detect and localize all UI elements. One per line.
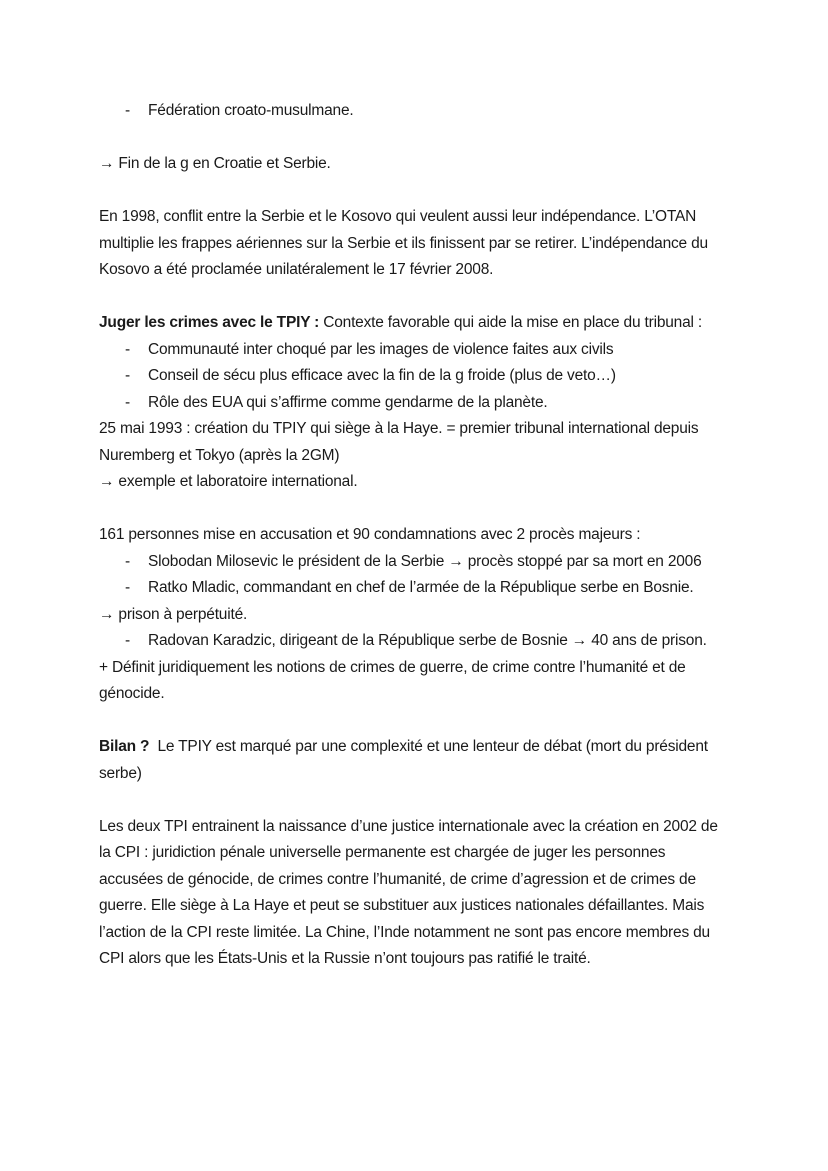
bullet-item <box>99 390 748 417</box>
bullet-dash: - <box>125 552 130 570</box>
bullet-text: Ratko Mladic, commandant en chef de l’armée de la République serbe en Bosnie. <box>148 579 694 596</box>
bullet-text: Rôle des EUA qui s’affirme comme gendarme de la planète. <box>148 393 548 411</box>
paragraph-gap <box>99 284 748 311</box>
heading-text: Contexte favorable qui aide la mise en place du tribunal : <box>319 314 702 331</box>
paragraph-gap <box>99 708 748 735</box>
bullet-item <box>99 575 748 602</box>
text-line: 161 personnes mise en accusation et 90 condamnations avec 2 procès majeurs : <box>99 526 641 543</box>
bullet-item <box>99 337 748 364</box>
section-heading-line <box>99 310 748 337</box>
text-line: Nuremberg et Tokyo (après la 2GM) <box>99 446 340 464</box>
text-line: l’action de la CPI reste limitée. La Chine, l’Inde notamment ne sont pas encore membres du <box>99 923 710 941</box>
paragraph-gap <box>99 125 748 152</box>
bullet-text: Communauté inter choqué par les images de violence faites aux civils <box>148 340 614 358</box>
bullet-text: Slobodan Milosevic le président de la Serbie → procès stoppé par sa mort en 2006 <box>148 552 702 570</box>
paragraph-gap <box>99 787 748 814</box>
section-heading: Juger les crimes avec le TPIY : <box>99 314 320 331</box>
bullet-dash: - <box>125 393 130 411</box>
bullet-item <box>99 628 748 655</box>
text-line: guerre. Elle siège à La Haye et peut se substituer aux justices nationales défaillantes. Mais <box>99 897 705 914</box>
text-line: CPI alors que les États-Unis et la Russie n’ont toujours pas ratifié le traité. <box>99 950 591 967</box>
bullet-dash: - <box>125 102 130 119</box>
bullet-text: Fédération croato-musulmane. <box>148 102 354 119</box>
bullet-item <box>99 98 748 125</box>
section-heading-line <box>99 734 748 761</box>
section-heading: Bilan ? <box>99 738 150 755</box>
text-line: 25 mai 1993 : création du TPIY qui siège à la Haye. = premier tribunal international depuis <box>99 420 699 437</box>
paragraph-gap <box>99 496 748 523</box>
text-line: → prison à perpétuité. <box>99 605 248 623</box>
text-line: + Définit juridiquement les notions de crimes de guerre, de crime contre l’humanité et de <box>99 658 686 676</box>
heading-text: Le TPIY est marqué par une complexité et une lenteur de débat (mort du président <box>149 738 708 755</box>
text-line: → Fin de la g en Croatie et Serbie. <box>99 155 331 172</box>
bullet-dash: - <box>125 340 130 358</box>
bullet-item <box>99 549 748 576</box>
text-line: En 1998, conflit entre la Serbie et le Kosovo qui veulent aussi leur indépendance. L’OTAN <box>99 208 697 225</box>
text-line: la CPI : juridiction pénale universelle permanente est chargée de juger les personnes <box>99 844 666 861</box>
text-line: accusées de génocide, de crimes contre l’humanité, de crime d’agression et de crimes de <box>99 870 696 888</box>
bullet-dash: - <box>125 632 130 649</box>
bullet-item <box>99 363 748 390</box>
text-line: génocide. <box>99 685 165 702</box>
bullet-text: Radovan Karadzic, dirigeant de la République serbe de Bosnie → 40 ans de prison. <box>148 632 707 649</box>
text-line: → exemple et laboratoire international. <box>99 473 358 490</box>
bullet-dash: - <box>125 579 130 596</box>
bullet-text: Conseil de sécu plus efficace avec la fin de la g froide (plus de veto…) <box>148 367 616 384</box>
text-line: serbe) <box>99 764 142 782</box>
bullet-dash: - <box>125 367 130 384</box>
text-line: multiplie les frappes aériennes sur la Serbie et ils finissent par se retirer. L’indépendance du <box>99 234 708 252</box>
text-line: Les deux TPI entrainent la naissance d’une justice internationale avec la création en 2002 de <box>99 817 718 835</box>
text-line: Kosovo a été proclamée unilatéralement le 17 février 2008. <box>99 261 494 278</box>
paragraph-gap <box>99 178 748 205</box>
